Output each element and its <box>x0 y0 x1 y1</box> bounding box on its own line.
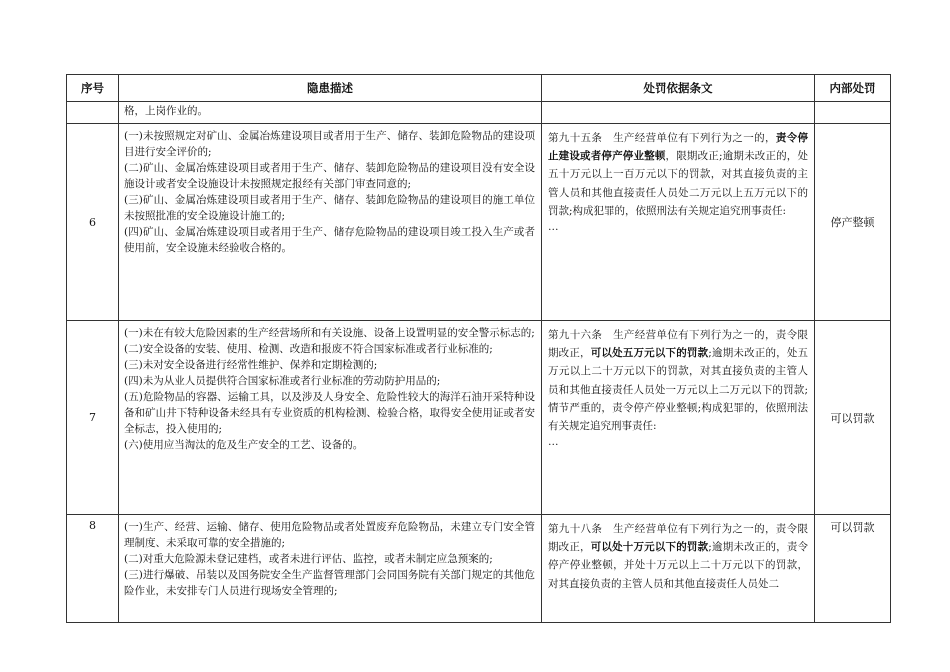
row-penalty <box>815 102 891 124</box>
table-row <box>67 515 891 623</box>
row-penalty: 停产整顿 <box>815 124 891 321</box>
row-seq: 6 <box>67 124 119 321</box>
row-desc: (一)未按照规定对矿山、金属冶炼建设项目或者用于生产、储存、装卸危险物品的建设项目进行安全评价的; (二)矿山、金属冶炼建设项目或者用于生产、储存、装卸危险物品的建设项目没有安全设施设计或者安全设施设计未按照规定报经有关部门审查同意的; (三)矿山、金属冶炼建设项目或者用于生产、储存、装卸危险物品的建设项目的施工单位未按照批准的安全设施设计施工的; (四)矿山、金属冶炼建设项目或者用于生产、储存危险物品的建设项目竣工投入生产或者使用前，安全设施未经验收合格的。 <box>119 124 542 321</box>
basis-text-emphasis: 可以处五万元以下的罚款 <box>590 347 709 360</box>
basis-text-emphasis: 责令停止建设或者停产停业整顿 <box>548 132 809 163</box>
basis-text-emphasis: 可以处十万元以下的罚款 <box>590 541 709 554</box>
header-seq: 序号 <box>67 75 119 102</box>
row-desc: (一)未在有较大危险因素的生产经营场所和有关设施、设备上设置明显的安全警示标志的; (二)安全设备的安装、使用、检测、改造和报废不符合国家标准或者行业标准的; (三)未对安全设备进行经常性维护、保养和定期检测的; (四)未为从业人员提供符合国家标准或者行业标准的劳动防护用品的; (五)危险物品的容器、运输工具，以及涉及人身安全、危险性较大的海洋石油开采特种设备和矿山井下特种设备未经具有专业资质的机构检测、检验合格，取得安全使用证或者安全标志，投入使用的; (六)使用应当淘汰的危及生产安全的工艺、设备的。 <box>119 321 542 515</box>
row-seq: 7 <box>67 321 119 515</box>
table-row <box>67 321 891 515</box>
table-row <box>67 102 891 124</box>
row-seq: 8 <box>67 515 119 623</box>
row-basis <box>542 321 815 515</box>
row-desc: (一)生产、经营、运输、储存、使用危险物品或者处置废弃危险物品，未建立专门安全管理制度、未采取可靠的安全措施的; (二)对重大危险源未登记建档，或者未进行评估、监控，或者未制定应急预案的; (三)进行爆破、吊装以及国务院安全生产监督管理部门会同国务院有关部门规定的其他危险作业，未安排专门人员进行现场安全管理的; <box>119 515 542 623</box>
basis-text-post: ;逾期未改正的，责令停产停业整顿，并处十万元以上二十万元以下的罚款，对其直接负责的主管人员和其他直接责任人员处二 <box>548 541 809 590</box>
basis-text-pre: 第九十六条 生产经营单位有下列行为之一的，责令限期改正， <box>548 329 808 360</box>
row-desc: 格，上岗作业的。 <box>119 102 542 124</box>
basis-text-post: ，限期改正;逾期未改正的，处五十万元以上一百万元以下的罚款，对其直接负责的主管人员和其他直接责任人员处二万元以上五万元以下的罚款;构成犯罪的，依照刑法有关规定追究刑事责任: <box>548 150 808 217</box>
row-basis <box>542 102 815 124</box>
basis-text-post: ;逾期未改正的，处五万元以上二十万元以下的罚款，对其直接负责的主管人员和其他直接责任人员处一万元以上二万元以下的罚款;情节严重的，责令停产停业整顿;构成犯罪的，依照刑法有关规定追究刑事责任: <box>548 347 809 433</box>
header-desc: 隐患描述 <box>119 75 542 102</box>
penalty-table <box>66 74 891 623</box>
basis-ellipsis: … <box>548 436 559 449</box>
basis-text-pre: 第九十五条 生产经营单位有下列行为之一的， <box>548 132 776 144</box>
row-seq <box>67 102 119 124</box>
basis-ellipsis: … <box>548 221 559 234</box>
header-penalty: 内部处罚 <box>815 75 891 102</box>
row-basis <box>542 515 815 623</box>
table-row <box>67 124 891 321</box>
header-basis: 处罚依据条文 <box>542 75 815 102</box>
row-basis <box>542 124 815 321</box>
basis-text-pre: 第九十八条 生产经营单位有下列行为之一的，责令限期改正， <box>548 523 808 554</box>
row-penalty: 可以罚款 <box>815 515 891 623</box>
row-penalty: 可以罚款 <box>815 321 891 515</box>
table-header-row <box>67 75 891 102</box>
